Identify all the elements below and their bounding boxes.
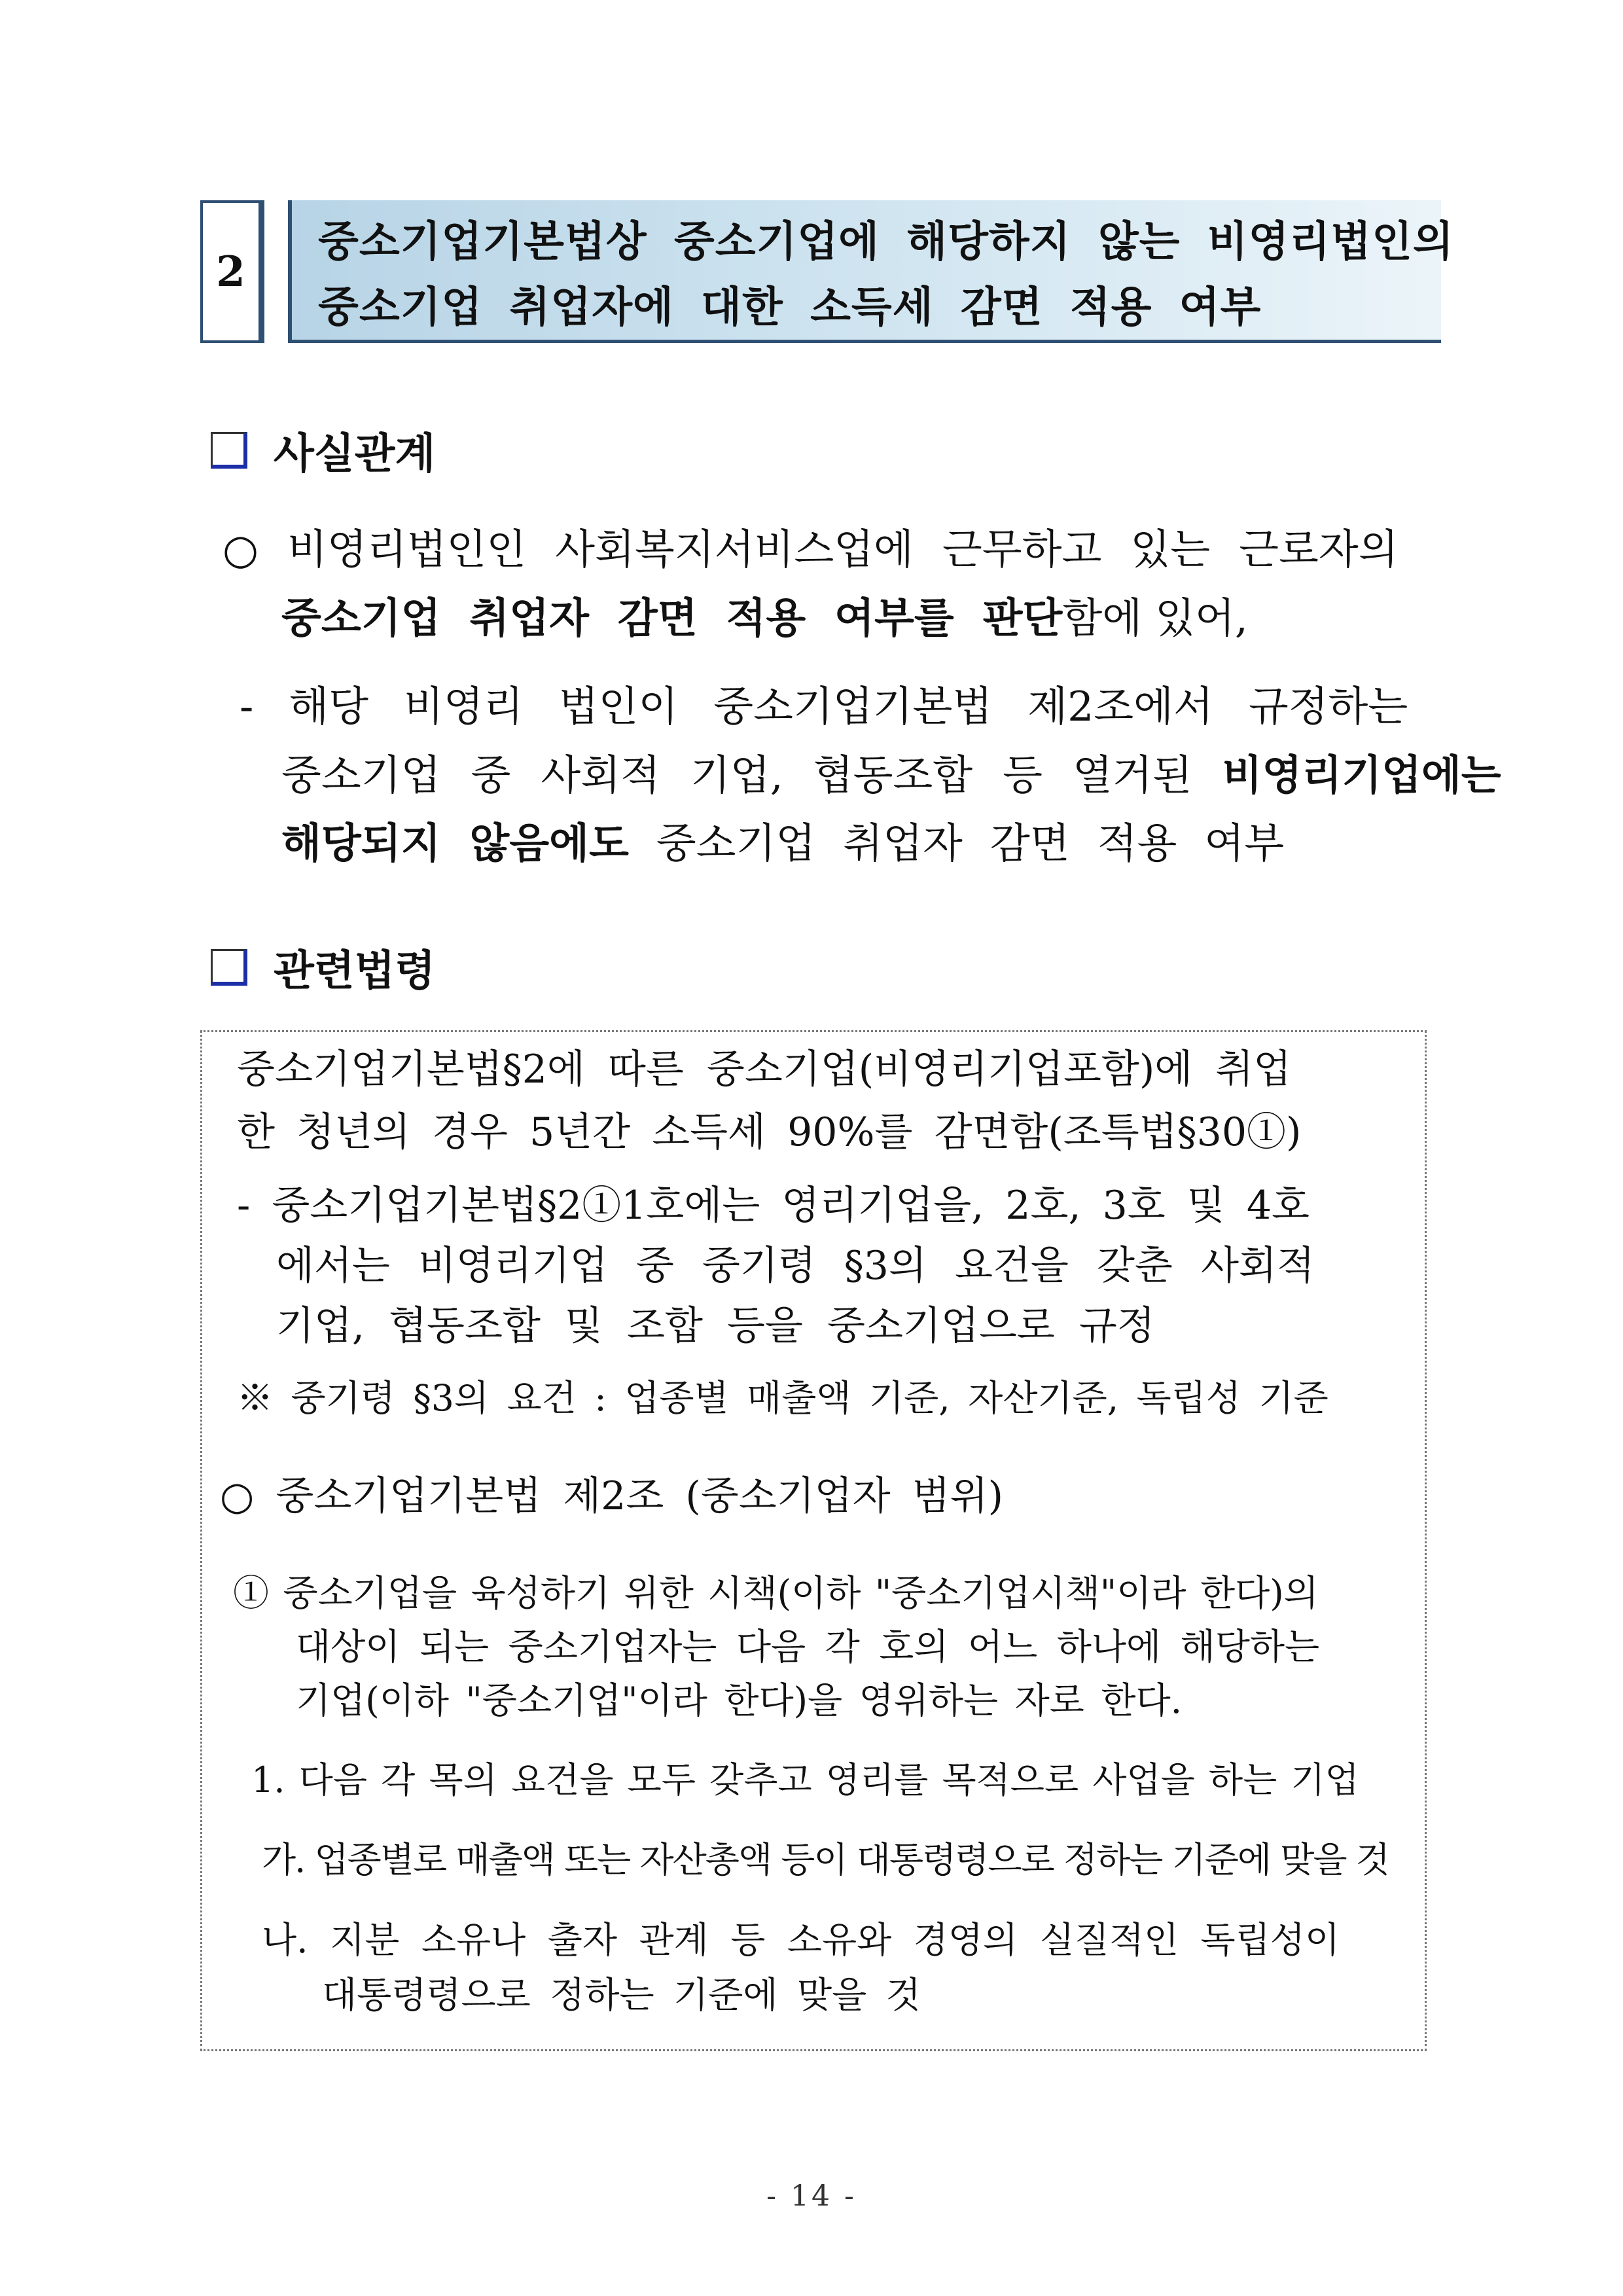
law-line-2	[237, 1100, 1301, 1165]
text: 나. 지분 소유나 출자 관계 등 소유와 경영의 실질적인 독립성이	[262, 1919, 1340, 1961]
facts-paragraph-1-line-1	[223, 517, 1441, 583]
bold-text: 해당되지 않음에도	[281, 819, 629, 867]
law-heading-text: 관련법령	[274, 946, 436, 996]
text: 함에 있어,	[1062, 594, 1248, 642]
facts-paragraph-2-line-2	[281, 742, 1501, 808]
law-line-5	[276, 1293, 1155, 1359]
text: - 중소기업기본법§2①1호에는 영리기업을, 2호, 3호 및 4호	[237, 1183, 1310, 1229]
facts-heading	[211, 418, 435, 483]
text: 기업, 협동조합 및 조합 등을 중소기업으로 규정	[276, 1303, 1155, 1349]
law-line-1	[237, 1037, 1291, 1102]
text: 가. 업종별로 매출액 또는 자산총액 등이 대통령령으로 정하는 기준에 맞을 것	[262, 1839, 1389, 1880]
text: 중소기업 중 사회적 기업, 협동조합 등 열거된	[281, 751, 1222, 799]
article-para-1-line-3	[296, 1668, 1182, 1733]
page-number: - 14 -	[766, 2179, 857, 2213]
law-line-3	[237, 1173, 1310, 1238]
bold-text: 중소기업 취업자 감면 적용 여부를 판단	[281, 594, 1063, 642]
facts-paragraph-2-line-3	[281, 810, 1284, 876]
text: ○ 중소기업기본법 제2조 (중소기업자 범위)	[220, 1473, 1003, 1519]
text: 중소기업 취업자 감면 적용 여부	[628, 819, 1285, 867]
facts-paragraph-1-line-2	[281, 585, 1248, 651]
article-item-1	[251, 1748, 1359, 1813]
bold-text: 비영리기업에는	[1222, 751, 1501, 799]
law-line-4	[276, 1233, 1315, 1299]
text: 중소기업기본법§2에 따른 중소기업(비영리기업포함)에 취업	[237, 1047, 1292, 1092]
article-item-na-line-2	[322, 1962, 921, 2028]
text: ※ 중기령 §3의 요건 : 업종별 매출액 기준, 자산기준, 독립성 기준	[237, 1377, 1329, 1419]
text: - 해당 비영리 법인이 중소기업기본법 제2조에서 규정하는	[240, 683, 1408, 730]
text: 대상이 되는 중소기업자는 다음 각 호의 어느 하나에 해당하는	[296, 1626, 1320, 1668]
section-number-box	[200, 200, 264, 343]
title-line-2: 중소기업 취업자에 대한 소득세 감면 적용 여부	[318, 283, 1262, 332]
text: ① 중소기업을 육성하기 위한 시책(이하 "중소기업시책"이라 한다)의	[233, 1572, 1319, 1614]
text: 1. 다음 각 목의 요건을 모두 갖추고 영리를 목적으로 사업을 하는 기업	[251, 1759, 1359, 1801]
checkbox-square-icon	[211, 949, 247, 986]
section-title-banner	[288, 200, 1454, 343]
text: 한 청년의 경우 5년간 소득세 90%를 감면함(조특법§30①)	[237, 1109, 1302, 1155]
text: 대통령령으로 정하는 기준에 맞을 것	[322, 1974, 921, 2016]
section-number: 2	[216, 247, 245, 296]
text: 기업(이하 "중소기업"이라 한다)을 영위하는 자로 한다.	[296, 1679, 1183, 1721]
text: ○ 비영리법인인 사회복지서비스업에 근무하고 있는 근로자의	[223, 526, 1399, 573]
facts-heading-text: 사실관계	[274, 429, 436, 478]
law-heading	[211, 935, 435, 1000]
article-item-ga	[262, 1827, 1389, 1893]
title-line-1: 중소기업기본법상 중소기업에 해당하지 않는 비영리법인의	[318, 217, 1454, 266]
checkbox-square-icon	[211, 432, 247, 469]
law-note	[237, 1365, 1329, 1431]
article-title	[220, 1463, 1003, 1529]
text: 에서는 비영리기업 중 중기령 §3의 요건을 갖춘 사회적	[276, 1243, 1315, 1289]
facts-paragraph-2-line-1	[240, 674, 1441, 740]
